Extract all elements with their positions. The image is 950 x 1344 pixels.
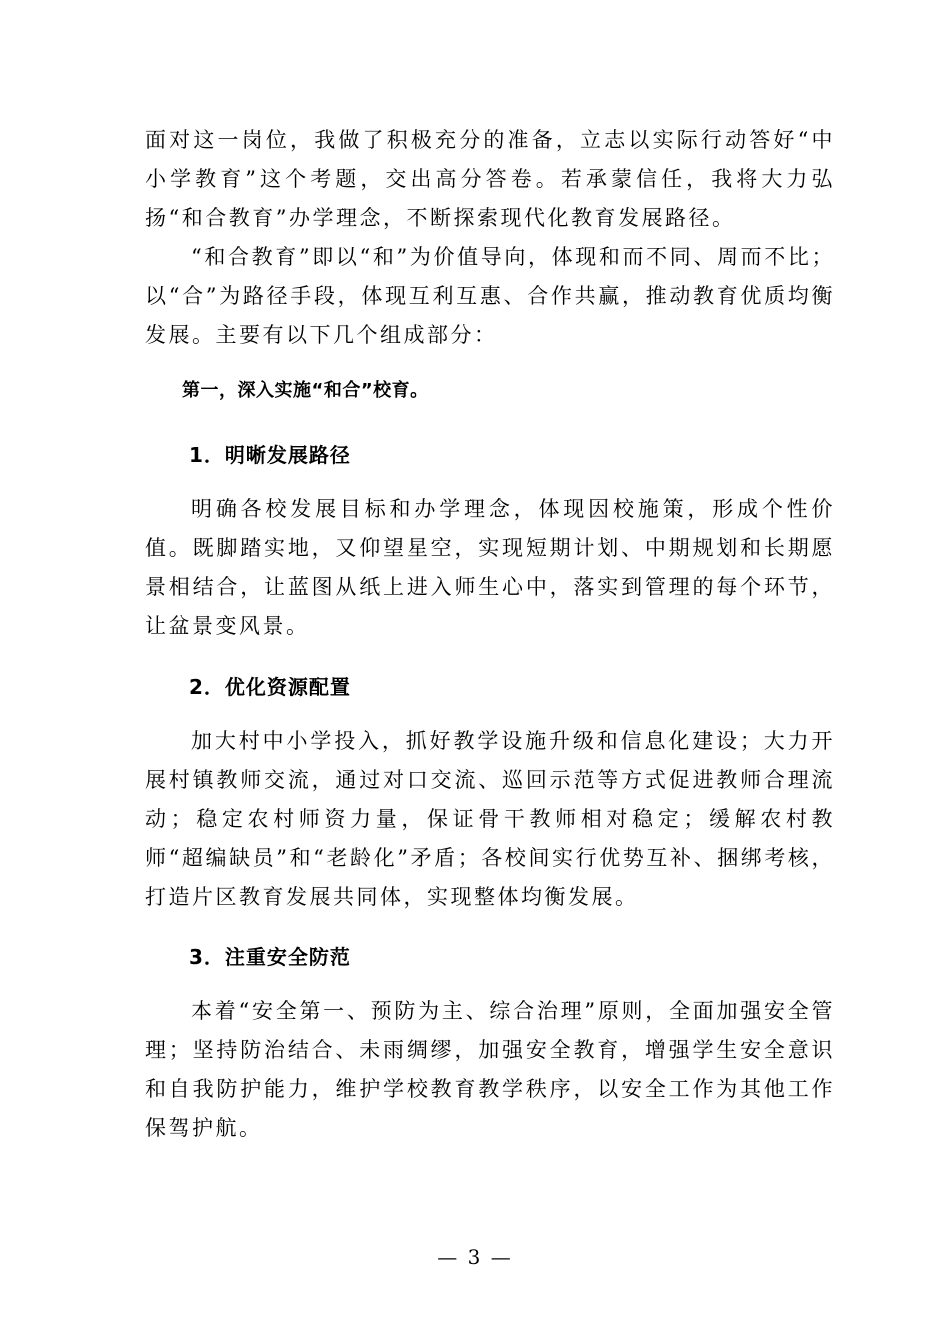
subsection-body-3: 本着“安全第一、预防为主、综合治理”原则，全面加强安全管理；坚持防治结合、未雨绸缪，加强安全教育，增强学生安全意识和自我防护能力，维护学校教育教学秩序，以安全工作为其他工作保驾护航。: [145, 999, 835, 1140]
subsection-title-2: 2．优化资源配置: [189, 675, 351, 699]
subsection-body-2: 加大村中小学投入，抓好教学设施升级和信息化建设；大力开展村镇教师交流，通过对口交流、巡回示范等方式促进教师合理流动；稳定农村师资力量，保证骨干教师相对稳定；缓解农村教师“超编缺员”和“老龄化”矛盾；各校间实行优势互补、捆绑考核，打造片区教育发展共同体，实现整体均衡发展。: [145, 729, 835, 909]
subsection-title-1: 1．明晰发展路径: [189, 443, 351, 467]
subsection-body-1: 明确各校发展目标和办学理念，体现因校施策，形成个性价值。既脚踏实地，又仰望星空，实现短期计划、中期规划和长期愿景相结合，让蓝图从纸上进入师生心中，落实到管理的每个环节，让盆景变风景。: [145, 497, 835, 638]
paragraph-hehe-definition: “和合教育”即以“和”为价值导向，体现和而不同、周而不比；以“合”为路径手段，体现互利互惠、合作共赢，推动教育优质均衡发展。主要有以下几个组成部分：: [145, 245, 835, 347]
subsection-title-3: 3．注重安全防范: [189, 945, 351, 969]
paragraph-intro: 面对这一岗位，我做了积极充分的准备，立志以实际行动答好“中小学教育”这个考题，交出高分答卷。若承蒙信任，我将大力弘扬“和合教育”办学理念，不断探索现代化教育发展路径。: [145, 128, 835, 230]
page-number: — 3 —: [437, 1245, 513, 1269]
section-heading-main: 第一，深入实施“和合”校育。: [182, 380, 429, 401]
